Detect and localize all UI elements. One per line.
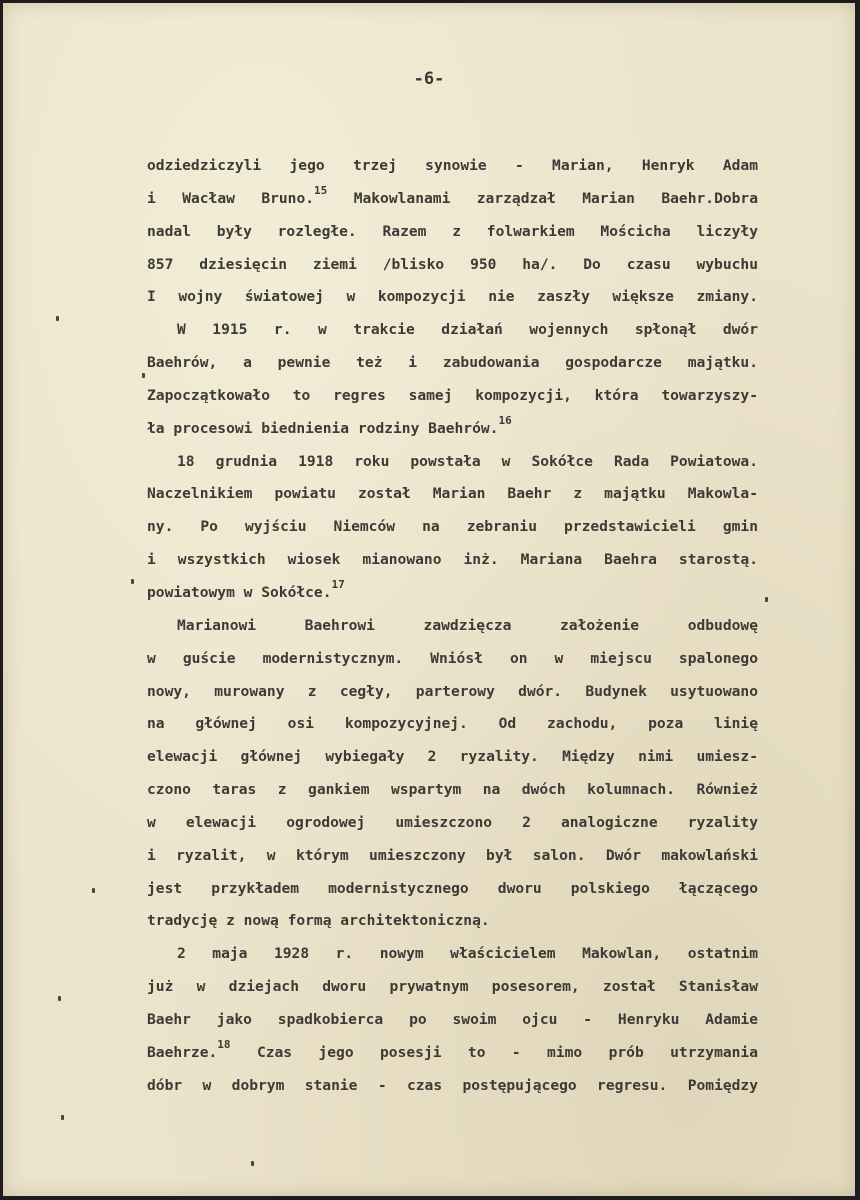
body-text xyxy=(147,150,758,1102)
line-text: nadal były rozległe. Razem z folwarkiem Mościcha liczyły xyxy=(147,222,758,240)
margin-mark xyxy=(131,579,134,584)
text-line xyxy=(147,249,758,282)
line-text: Zapoczątkowało to regres samej kompozycji, która towarzyszy- xyxy=(147,386,758,404)
line-text: w guście modernistycznym. Wniósł on w miejscu spalonego xyxy=(147,649,758,667)
line-text: I wojny światowej w kompozycji nie zaszły większe zmiany. xyxy=(147,288,758,306)
line-text: Baehrów, a pewnie też i zabudowania gospodarcze majątku. xyxy=(147,354,758,372)
page-number: -6- xyxy=(413,69,445,89)
footnote-marker: 15 xyxy=(314,183,328,197)
line-text: tradycję z nową formą architektoniczną. xyxy=(147,912,490,930)
line-text: dóbr w dobrym stanie - czas postępującego regresu. Pomiędzy xyxy=(147,1076,758,1094)
margin-mark xyxy=(61,1115,64,1120)
text-line xyxy=(147,971,758,1004)
footnote-marker: 17 xyxy=(331,578,345,592)
line-text: odziedziczyli jego trzej synowie - Marian, Henryk Adam xyxy=(147,157,758,174)
text-line xyxy=(147,150,758,183)
line-text: Baehr jako spadkobierca po swoim ojcu - Henryku Adamie xyxy=(147,1010,758,1028)
text-line xyxy=(147,446,758,479)
text-line xyxy=(147,478,758,511)
text-line xyxy=(147,183,758,216)
line-text: nowy, murowany z cegły, parterowy dwór. Budynek usytuowano xyxy=(147,682,758,700)
text-line xyxy=(147,676,758,709)
margin-mark xyxy=(92,888,95,893)
line-text: i wszystkich wiosek mianowano inż. Mariana Baehra starostą. xyxy=(147,551,758,569)
text-line xyxy=(147,610,758,643)
text-line xyxy=(147,905,758,938)
text-line xyxy=(147,347,758,380)
document-page xyxy=(3,3,855,1196)
text-line xyxy=(147,1070,758,1103)
text-line xyxy=(147,216,758,249)
text-line xyxy=(147,708,758,741)
footnote-marker: 16 xyxy=(498,413,512,427)
footnote-marker: 18 xyxy=(217,1037,231,1051)
line-text: 2 maja 1928 r. nowym właścicielem Makowlan, ostatnim xyxy=(177,945,758,963)
line-text: ła procesowi biednienia rodziny Baehrów. xyxy=(147,419,499,437)
text-line xyxy=(147,314,758,347)
line-text: w elewacji ogrodowej umieszczono 2 analogiczne ryzality xyxy=(147,813,758,831)
line-text: 18 grudnia 1918 roku powstała w Sokółce Rada Powiatowa. xyxy=(177,452,758,470)
text-line xyxy=(147,1004,758,1037)
text-line xyxy=(147,577,758,610)
text-line xyxy=(147,1037,758,1070)
text-line xyxy=(147,774,758,807)
text-line xyxy=(147,840,758,873)
line-text: czono taras z gankiem wspartym na dwóch kolumnach. Również xyxy=(147,781,758,799)
text-line xyxy=(147,741,758,774)
line-text: już w dziejach dworu prywatnym posesorem, został Stanisław xyxy=(147,978,758,996)
line-text: W 1915 r. w trakcie działań wojennych spłonął dwór xyxy=(177,321,758,339)
line-text: i ryzalit, w którym umieszczony był salon. Dwór makowlański xyxy=(147,846,758,864)
text-line xyxy=(147,938,758,971)
margin-mark xyxy=(58,996,61,1001)
text-line xyxy=(147,380,758,413)
line-text: na głównej osi kompozycyjnej. Od zachodu, poza linię xyxy=(147,715,758,733)
line-text: Baehrze. xyxy=(147,1043,218,1061)
line-text-continued: Czas jego posesji to - mimo prób utrzymania xyxy=(230,1043,758,1061)
line-text: 857 dziesięcin ziemi /blisko 950 ha/. Do czasu wybuchu xyxy=(147,255,758,273)
line-text: jest przykładem modernistycznego dworu polskiego łączącego xyxy=(147,879,758,897)
text-line xyxy=(147,413,758,446)
text-line xyxy=(147,544,758,577)
margin-mark xyxy=(142,373,145,378)
margin-mark xyxy=(251,1161,254,1166)
line-text-continued: Makowlanami zarządzał Marian Baehr.Dobra xyxy=(327,189,759,207)
line-text: powiatowym w Sokółce. xyxy=(147,583,332,601)
line-text: ny. Po wyjściu Niemców na zebraniu przedstawicieli gmin xyxy=(147,518,758,536)
line-text: Naczelnikiem powiatu został Marian Baehr z majątku Makowla- xyxy=(147,485,758,503)
line-text: Marianowi Baehrowi zawdzięcza założenie odbudowę xyxy=(177,616,758,634)
text-line xyxy=(147,807,758,840)
margin-mark xyxy=(56,316,59,321)
text-line xyxy=(147,873,758,906)
text-line xyxy=(147,511,758,544)
line-text: elewacji głównej wybiegały 2 ryzality. Między nimi umiesz- xyxy=(147,748,758,766)
text-line xyxy=(147,643,758,676)
line-text: i Wacław Bruno. xyxy=(147,189,315,207)
margin-mark xyxy=(765,597,768,602)
text-line xyxy=(147,281,758,314)
